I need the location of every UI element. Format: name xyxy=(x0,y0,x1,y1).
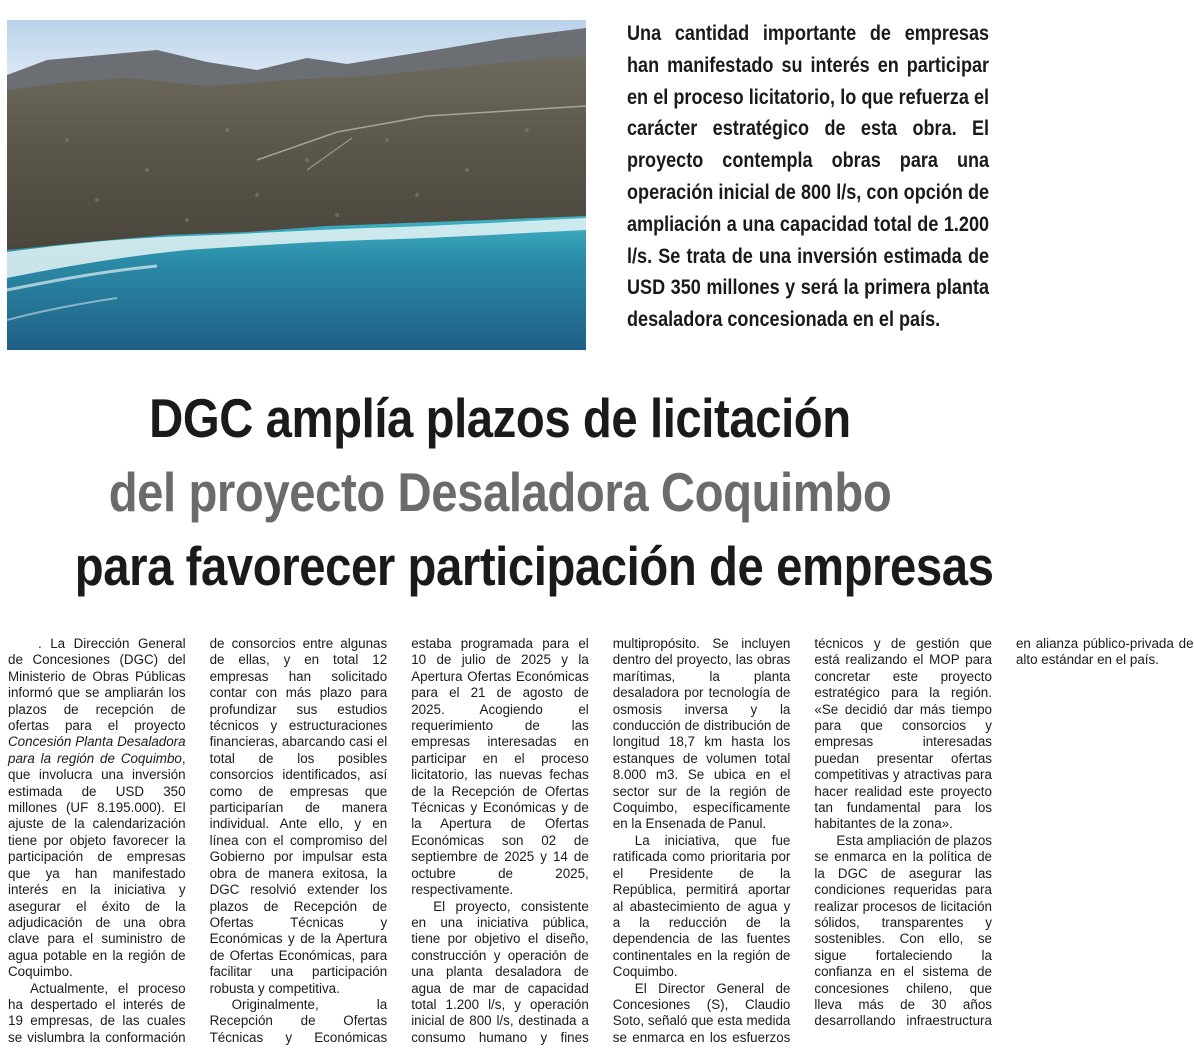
headline-line-1-text: DGC amplía plazos de licitación xyxy=(149,387,851,449)
headline-line-3 xyxy=(0,534,1000,598)
headline-line-2-text: del proyecto Desaladora Coquimbo xyxy=(108,461,892,523)
paragraph-5: La iniciativa, que fue ratificada como prioritaria por el Presidente de la República, permitirá aportar al abastecimiento de agua y a la reducción de la dependencia de las fuentes continentales en la región de Coquimbo. xyxy=(612,832,791,980)
article-body xyxy=(8,636,1194,1056)
paragraph-1-rest: , que involucra una inversión estimada de USD 350 millones (UF 8.195.000). El ajuste de la calendarización tiene por objeto favorecer la participación de empresas que ya han manifestado interés en la iniciativa y asegurar el éxito de la adjudicación de una obra clave para el suministro de agua potable en la región de Coquimbo. xyxy=(8,750,186,980)
headline-line-1 xyxy=(0,386,1000,450)
paragraph-4: El proyecto, consistente en una iniciativa pública, tiene por objetivo el diseño, construcción y operación de una planta desaladora de agua de mar de capacidad total 1.200 l/s, y operación inicial de 800 l/s, destinada a consumo humano y fines multipropósito. Se incluyen dentro del proyecto, las obras marítimas, la planta desaladora por tecnología de osmosis inversa y la conducción de distribución de longitud 18,7 km hasta los estanques de volumen total 8.000 m3. Se ubica en el sector sur de la región de Coquimbo, específicamente en la Ensenada de Panul. xyxy=(411,636,791,1045)
headline-line-3-text: para favorecer participación de empresas xyxy=(74,535,994,597)
headline-line-2 xyxy=(0,460,1000,524)
coastal-aerial-photo xyxy=(7,20,586,350)
project-name: Concesión Planta Desaladora para la región de Coquimbo xyxy=(8,734,186,766)
paragraph-7: Esta ampliación de plazos se enmarca en la política de la DGC de asegurar las condiciones requeridas para realizar procesos de licitación sólidos, transparentes y sostenibles. Con ello, se sigue fortaleciendo la confianza en el sistema de concesiones chileno, que lleva más de 30 años desarrollando infraestructura en alianza público-privada de alto estándar en el país. xyxy=(814,636,1194,1029)
paragraph-1 xyxy=(8,636,186,981)
paragraph-1-lead: . La Dirección General de Concesiones (DGC) del Ministerio de Obras Públicas informó que se ampliarán los plazos de recepción de ofertas para el proyecto xyxy=(8,636,186,734)
intro-highlight: Una cantidad importante de empresas han manifestado su interés en participar en el proceso licitatorio, lo que refuerza el carácter estratégico de esta obra. El proyecto contempla obras para una operación inicial de 800 l/s, con opción de ampliación a una capacidad total de 1.200 l/s. Se trata de una inversión estimada de USD 350 millones y será la primera planta desaladora concesionada en el país. xyxy=(627,22,990,332)
paragraph-2: Actualmente, el proceso ha despertado el interés de 19 empresas, de las cuales se vislumbra la conformación de consorcios entre algunas de ellas, y en total 12 empresas han solicitado contar con más plazo para profundizar sus estudios técnicos y estructuraciones financieras, abarcando casi el total de los posibles consorcios identificados, así como de empresas que participarían de manera individual. Ante ello, y en línea con el compromiso del Gobierno por impulsar esta obra de manera exitosa, la DGC resolvió extender los plazos de Recepción de Ofertas Técnicas y Económicas y de la Apertura de Ofertas Económicas, para facilitar una participación robusta y competitiva. xyxy=(8,636,388,1045)
paragraph-6: El Director General de Concesiones (S), Claudio Soto, señaló que esta medida se enmarca en los esfuerzos técnicos y de gestión que está realizando el MOP para concretar este proyecto estratégico para la región. «Se decidió dar más tiempo para que consorcios y empresas interesadas puedan presentar ofertas competitivas y atractivas para hacer realidad este proyecto tan fundamental para los habitantes de la zona». xyxy=(612,636,992,1045)
paragraph-3: Originalmente, la Recepción de Ofertas Técnicas y Económicas estaba programada para el 10 de julio de 2025 y la Apertura Ofertas Económicas para el 21 de agosto de 2025. Acogiendo el requerimiento de las empresas interesadas en participar en el proceso licitatorio, las nuevas fechas de la Recepción de Ofertas Técnicas y Económicas y de la Apertura de Ofertas Económicas son 02 de septiembre de 2025 y 14 de octubre de 2025, respectivamente. xyxy=(209,636,589,1045)
coast-illustration xyxy=(7,20,586,350)
